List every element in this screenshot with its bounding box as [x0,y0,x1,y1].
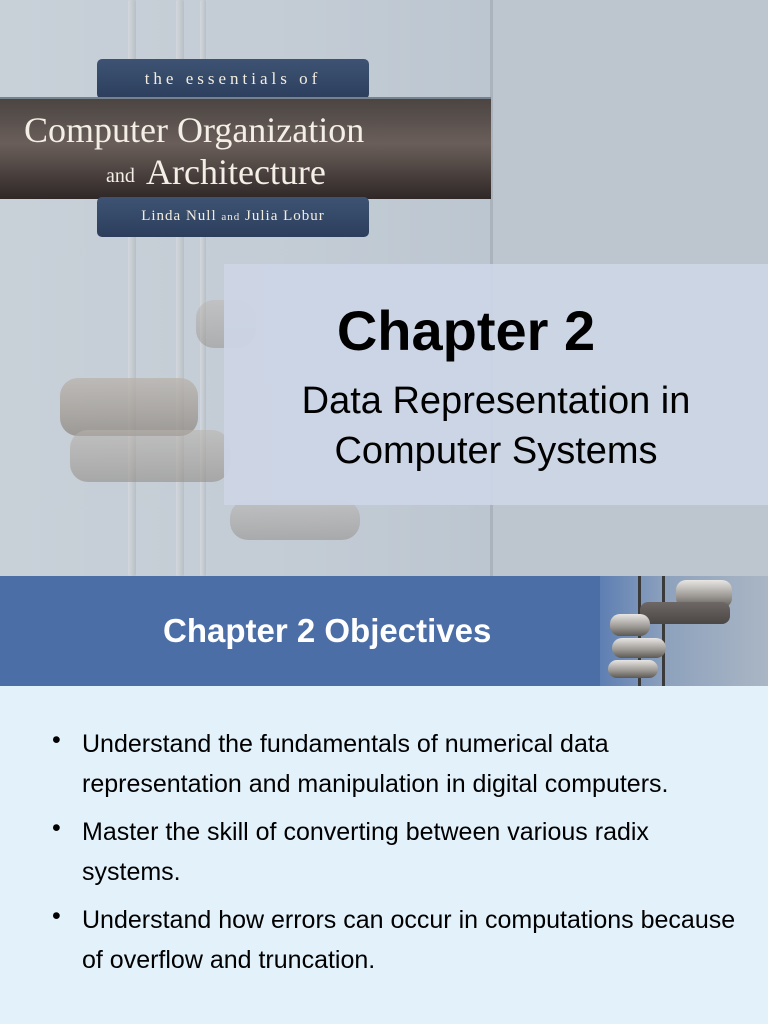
subtitle-line: Computer Systems [334,430,658,472]
bullet-icon: • [52,902,61,930]
book-series-label: the essentials of [97,59,369,99]
author-name: Julia Lobur [245,208,325,224]
chapter-title: Chapter 2 [336,299,596,362]
book-title-line1: Computer Organization [24,110,365,150]
list-item [52,812,742,892]
decorative-tube [610,614,650,636]
decorative-rod [662,576,665,686]
objectives-list [52,724,742,988]
bullet-icon: • [52,814,61,842]
book-authors [97,197,369,237]
subtitle-line: Data Representation in [301,380,691,422]
decorative-tube [640,602,730,624]
objective-text: Understand the fundamentals of numerical data representation and manipulation in digital computers. [82,730,669,798]
book-title-line2: Architecture [146,152,326,192]
decorative-tube [612,638,666,658]
decorative-tube [230,500,360,540]
decorative-tube [60,378,198,436]
objectives-slide [0,576,768,1024]
author-name: Linda Null [141,208,217,224]
list-item [52,724,742,804]
list-item [52,900,742,980]
header-decoration [600,576,768,686]
objective-text: Master the skill of converting between various radix systems. [82,818,649,886]
bullet-icon: • [52,726,61,754]
decorative-tube [608,660,658,678]
title-box [224,264,768,505]
objective-text: Understand how errors can occur in computations because of overflow and truncation. [82,906,736,974]
book-title-and: and [106,165,135,187]
slide-heading: Chapter 2 Objectives [163,612,492,649]
chapter-subtitle [224,376,768,476]
header-bar [0,576,768,686]
decorative-tube [70,430,230,482]
book-title-band [0,97,491,199]
author-and: and [221,211,241,223]
